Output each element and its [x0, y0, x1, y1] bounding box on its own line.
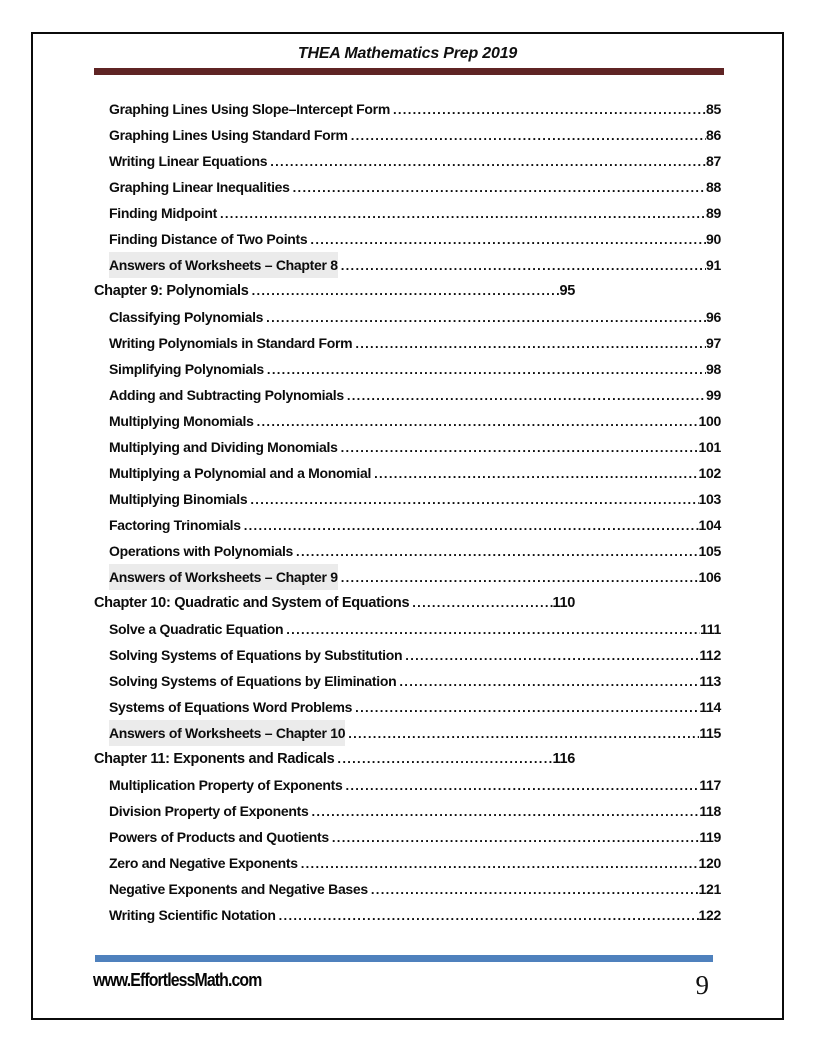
toc-dot-leader	[396, 669, 699, 695]
toc-entry-page: 85	[706, 101, 721, 117]
toc-entry-page: 121	[698, 881, 721, 897]
toc-entry-page: 104	[698, 517, 721, 533]
toc-entry-label: Multiplying Binomials	[109, 491, 248, 507]
toc-entry-row	[94, 96, 721, 122]
toc-entry-row	[94, 850, 721, 876]
toc-entry-label: Graphing Lines Using Slope–Intercept Form	[109, 101, 390, 117]
toc-entry-page: 96	[706, 309, 721, 325]
toc-entry-label: Graphing Lines Using Standard Form	[109, 127, 348, 143]
toc-entry-row	[94, 226, 721, 252]
toc-dot-leader	[368, 877, 699, 903]
toc-entry-label: Chapter 11: Exponents and Radicals	[94, 751, 335, 767]
toc-entry-page: 86	[706, 127, 721, 143]
toc-dot-leader	[308, 799, 699, 825]
toc-dot-leader	[307, 227, 706, 253]
toc-entry-label: Factoring Trinomials	[109, 517, 241, 533]
toc-entry-page: 99	[706, 387, 721, 403]
toc-entry-label: Systems of Equations Word Problems	[109, 699, 353, 715]
running-header-title: THEA Mathematics Prep 2019	[297, 45, 518, 62]
toc-entry-row	[94, 304, 721, 330]
toc-entry-row	[94, 772, 721, 798]
toc-entry-page: 91	[706, 257, 721, 273]
toc-chapter-row	[94, 278, 575, 304]
toc-entry-page: 122	[698, 907, 721, 923]
toc-entry-label: Solve a Quadratic Equation	[109, 621, 284, 637]
toc-entry-row	[94, 720, 721, 746]
toc-entry-page: 102	[698, 465, 721, 481]
toc-entry-page: 116	[552, 751, 575, 767]
toc-entry-row	[94, 460, 721, 486]
toc-dot-leader	[276, 903, 699, 929]
toc-entry-row	[94, 252, 721, 278]
toc-dot-leader	[298, 851, 699, 877]
toc-list	[94, 96, 721, 928]
footer-rule	[95, 955, 713, 962]
toc-chapter-row	[94, 590, 575, 616]
toc-entry-row	[94, 148, 721, 174]
toc-entry-page: 106	[698, 569, 721, 585]
toc-entry-label: Multiplication Property of Exponents	[109, 777, 343, 793]
toc-entry-label: Multiplying and Dividing Monomials	[109, 439, 338, 455]
header-rule	[94, 68, 724, 75]
toc-entry-row	[94, 564, 721, 590]
footer-website: www.EffortlessMath.com	[93, 970, 262, 990]
toc-entry-row	[94, 642, 721, 668]
toc-entry-page: 110	[552, 595, 575, 611]
toc-entry-page: 103	[698, 491, 721, 507]
toc-dot-leader	[344, 383, 706, 409]
toc-dot-leader	[249, 278, 560, 304]
toc-entry-label: Multiplying Monomials	[109, 413, 254, 429]
toc-dot-leader	[293, 539, 698, 565]
toc-entry-page: 113	[699, 673, 721, 689]
toc-dot-leader	[283, 617, 700, 643]
toc-entry-page: 112	[699, 647, 721, 663]
toc-dot-leader	[371, 461, 698, 487]
toc-dot-leader	[264, 357, 706, 383]
toc-dot-leader	[267, 149, 706, 175]
toc-entry-page: 87	[706, 153, 721, 169]
toc-dot-leader	[254, 409, 699, 435]
toc-entry-label: Answers of Worksheets – Chapter 8	[109, 252, 338, 278]
toc-entry-row	[94, 200, 721, 226]
toc-entry-row	[94, 382, 721, 408]
toc-entry-label: Adding and Subtracting Polynomials	[109, 387, 344, 403]
toc-dot-leader	[409, 590, 552, 616]
toc-entry-page: 101	[698, 439, 721, 455]
toc-entry-row	[94, 512, 721, 538]
toc-entry-row	[94, 174, 721, 200]
toc-dot-leader	[329, 825, 699, 851]
toc-entry-label: Division Property of Exponents	[109, 803, 309, 819]
toc-entry-page: 111	[700, 621, 721, 637]
toc-entry-label: Negative Exponents and Negative Bases	[109, 881, 368, 897]
toc-dot-leader	[402, 643, 699, 669]
toc-entry-page: 89	[706, 205, 721, 221]
toc-entry-label: Zero and Negative Exponents	[109, 855, 298, 871]
toc-dot-leader	[290, 175, 706, 201]
toc-dot-leader	[352, 331, 706, 357]
toc-entry-label: Writing Scientific Notation	[109, 907, 276, 923]
toc-entry-page: 114	[699, 699, 721, 715]
toc-entry-page: 90	[706, 231, 721, 247]
toc-dot-leader	[345, 721, 699, 747]
toc-entry-page: 118	[699, 803, 721, 819]
toc-entry-row	[94, 356, 721, 382]
toc-entry-page: 95	[559, 283, 575, 299]
toc-entry-page: 115	[699, 725, 721, 741]
toc-entry-page: 98	[706, 361, 721, 377]
toc-entry-label: Simplifying Polynomials	[109, 361, 264, 377]
toc-entry-row	[94, 408, 721, 434]
toc-entry-row	[94, 122, 721, 148]
toc-dot-leader	[348, 123, 706, 149]
toc-entry-label: Chapter 9: Polynomials	[94, 283, 249, 299]
toc-dot-leader	[342, 773, 699, 799]
toc-entry-label: Finding Distance of Two Points	[109, 231, 308, 247]
toc-entry-row	[94, 538, 721, 564]
toc-entry-label: Answers of Worksheets – Chapter 9	[109, 564, 338, 590]
toc-entry-page: 97	[706, 335, 721, 351]
toc-entry-row	[94, 902, 721, 928]
toc-entry-page: 120	[698, 855, 721, 871]
toc-entry-row	[94, 876, 721, 902]
toc-dot-leader	[334, 746, 552, 772]
toc-chapter-row	[94, 746, 575, 772]
toc-dot-leader	[352, 695, 699, 721]
toc-entry-row	[94, 486, 721, 512]
toc-entry-page: 88	[706, 179, 721, 195]
toc-entry-page: 105	[698, 543, 721, 559]
toc-entry-page: 117	[699, 777, 721, 793]
toc-dot-leader	[217, 201, 706, 227]
toc-entry-label: Writing Linear Equations	[109, 153, 268, 169]
toc-dot-leader	[241, 513, 699, 539]
toc-entry-row	[94, 694, 721, 720]
toc-entry-row	[94, 798, 721, 824]
toc-entry-row	[94, 824, 721, 850]
toc-entry-label: Solving Systems of Equations by Substitution	[109, 647, 403, 663]
toc-entry-page: 119	[699, 829, 721, 845]
toc-dot-leader	[263, 305, 706, 331]
toc-dot-leader	[338, 565, 699, 591]
page-border	[31, 32, 784, 1020]
toc-dot-leader	[247, 487, 698, 513]
toc-entry-row	[94, 434, 721, 460]
toc-entry-label: Powers of Products and Quotients	[109, 829, 329, 845]
toc-entry-label: Chapter 10: Quadratic and System of Equations	[94, 595, 410, 611]
toc-dot-leader	[338, 253, 706, 279]
toc-entry-row	[94, 616, 721, 642]
toc-entry-label: Operations with Polynomials	[109, 543, 294, 559]
toc-entry-label: Solving Systems of Equations by Elimination	[109, 673, 397, 689]
toc-entry-label: Graphing Linear Inequalities	[109, 179, 290, 195]
toc-entry-row	[94, 330, 721, 356]
toc-entry-row	[94, 668, 721, 694]
toc-entry-label: Finding Midpoint	[109, 205, 217, 221]
toc-entry-page: 100	[698, 413, 721, 429]
toc-entry-label: Classifying Polynomials	[109, 309, 264, 325]
toc-dot-leader	[390, 97, 706, 123]
page-number: 9	[695, 970, 709, 1000]
toc-entry-label: Writing Polynomials in Standard Form	[109, 335, 353, 351]
toc-dot-leader	[338, 435, 699, 461]
toc-entry-label: Answers of Worksheets – Chapter 10	[109, 720, 345, 746]
page-footer	[93, 970, 723, 999]
toc-entry-label: Multiplying a Polynomial and a Monomial	[109, 465, 372, 481]
